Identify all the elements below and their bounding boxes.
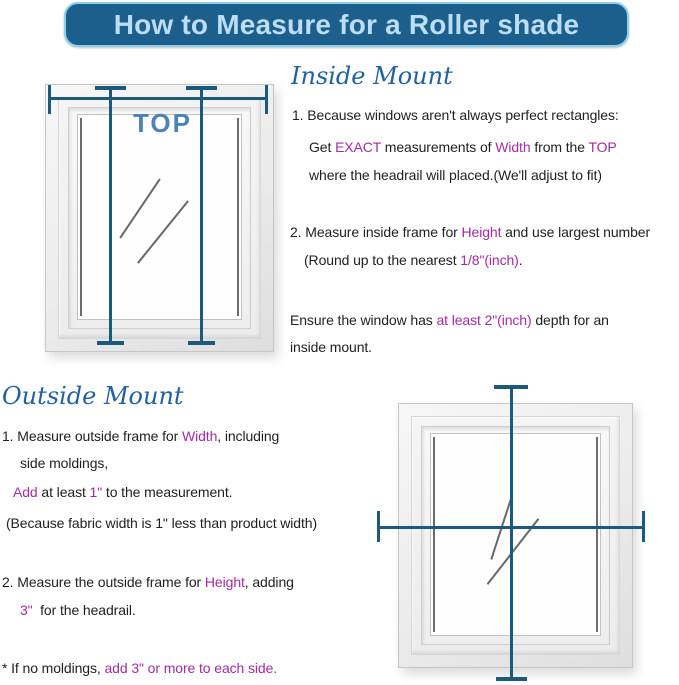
text-segment: 3"	[20, 602, 33, 618]
glass-reflection-line	[119, 179, 160, 239]
glass-reflection-line	[137, 200, 189, 263]
text-segment: * If no moldings,	[2, 660, 105, 676]
measure-cap	[95, 86, 126, 90]
text-segment: Height	[461, 224, 502, 240]
sash-line	[596, 437, 598, 632]
measure-endtick	[48, 85, 51, 114]
measure-cap	[496, 677, 527, 681]
text-segment: 2. Measure inside frame for	[290, 224, 462, 240]
instruction-line	[20, 600, 136, 620]
measure-endtick	[265, 85, 268, 114]
text-segment: measurements of	[381, 139, 496, 155]
outside-mount-heading: Outside Mount	[2, 382, 184, 410]
text-segment: EXACT	[335, 139, 381, 155]
text-segment: , adding	[244, 574, 294, 590]
outside-window-illustration	[398, 403, 633, 668]
measure-cap	[188, 341, 215, 345]
text-segment: Add	[13, 484, 38, 500]
instruction-line	[6, 513, 317, 533]
window-glass	[430, 433, 601, 636]
text-segment: .	[518, 252, 523, 268]
text-segment: Width	[495, 139, 531, 155]
text-segment: Width	[181, 428, 218, 444]
text-segment: 1. Measure outside frame for	[2, 428, 182, 444]
instruction-line	[292, 105, 619, 125]
text-segment: (Round up to the nearest	[304, 252, 461, 268]
instruction-line	[2, 658, 277, 678]
instruction-line	[290, 310, 609, 330]
instruction-line	[309, 137, 617, 157]
instruction-line	[13, 482, 232, 502]
instruction-line	[290, 222, 650, 242]
inside-mount-heading: Inside Mount	[291, 62, 453, 90]
text-segment: 1. Because windows aren't always perfect rectangles:	[292, 107, 619, 123]
text-segment: Height	[204, 574, 245, 590]
text-segment: at least	[37, 484, 90, 500]
instruction-line	[20, 453, 108, 473]
text-segment: , including	[217, 428, 280, 444]
text-segment: where the headrail will placed.(We'll adjust to fit)	[309, 167, 602, 183]
window-glass	[77, 114, 242, 320]
text-segment: depth for an	[531, 312, 609, 328]
text-segment: Ensure the window has	[290, 312, 437, 328]
measure-endtick	[642, 511, 645, 542]
measure-endtick	[377, 511, 380, 542]
height-measure-line	[510, 387, 513, 680]
text-segment: 2. Measure the outside frame for	[2, 574, 205, 590]
top-label: TOP	[133, 108, 192, 138]
text-segment: and use largest number	[501, 224, 651, 240]
sash-line	[80, 118, 82, 316]
measure-cap	[97, 341, 124, 345]
instruction-line	[2, 572, 294, 592]
instruction-line	[304, 250, 523, 270]
text-segment: inside mount.	[290, 339, 372, 355]
glass-reflection-line	[490, 499, 511, 560]
text-segment: (Because fabric width is 1" less than product width)	[6, 515, 318, 531]
height-measure-line	[109, 87, 112, 345]
width-measure-line	[50, 97, 268, 100]
page-title: How to Measure for a Roller shade	[113, 8, 580, 40]
instruction-line	[309, 165, 602, 185]
text-segment: Get	[309, 139, 336, 155]
text-segment: for the headrail.	[32, 602, 136, 618]
text-segment: TOP	[588, 139, 617, 155]
text-segment: 1"	[89, 484, 103, 500]
instruction-line	[2, 426, 279, 446]
sash-line	[237, 118, 239, 316]
title-banner	[64, 2, 629, 47]
sash-line	[433, 437, 435, 632]
text-segment: to the measurement.	[102, 484, 233, 500]
instruction-line	[290, 337, 372, 357]
width-measure-line	[378, 526, 644, 529]
text-segment: at least 2"(inch)	[436, 312, 532, 328]
text-segment: 1/8"(inch)	[460, 252, 519, 268]
measure-cap	[186, 86, 217, 90]
text-segment: side moldings,	[20, 455, 109, 471]
text-segment: from the	[530, 139, 589, 155]
text-segment: add 3" or more to each side.	[104, 660, 278, 676]
height-measure-line	[200, 87, 203, 345]
measure-cap	[494, 385, 528, 389]
